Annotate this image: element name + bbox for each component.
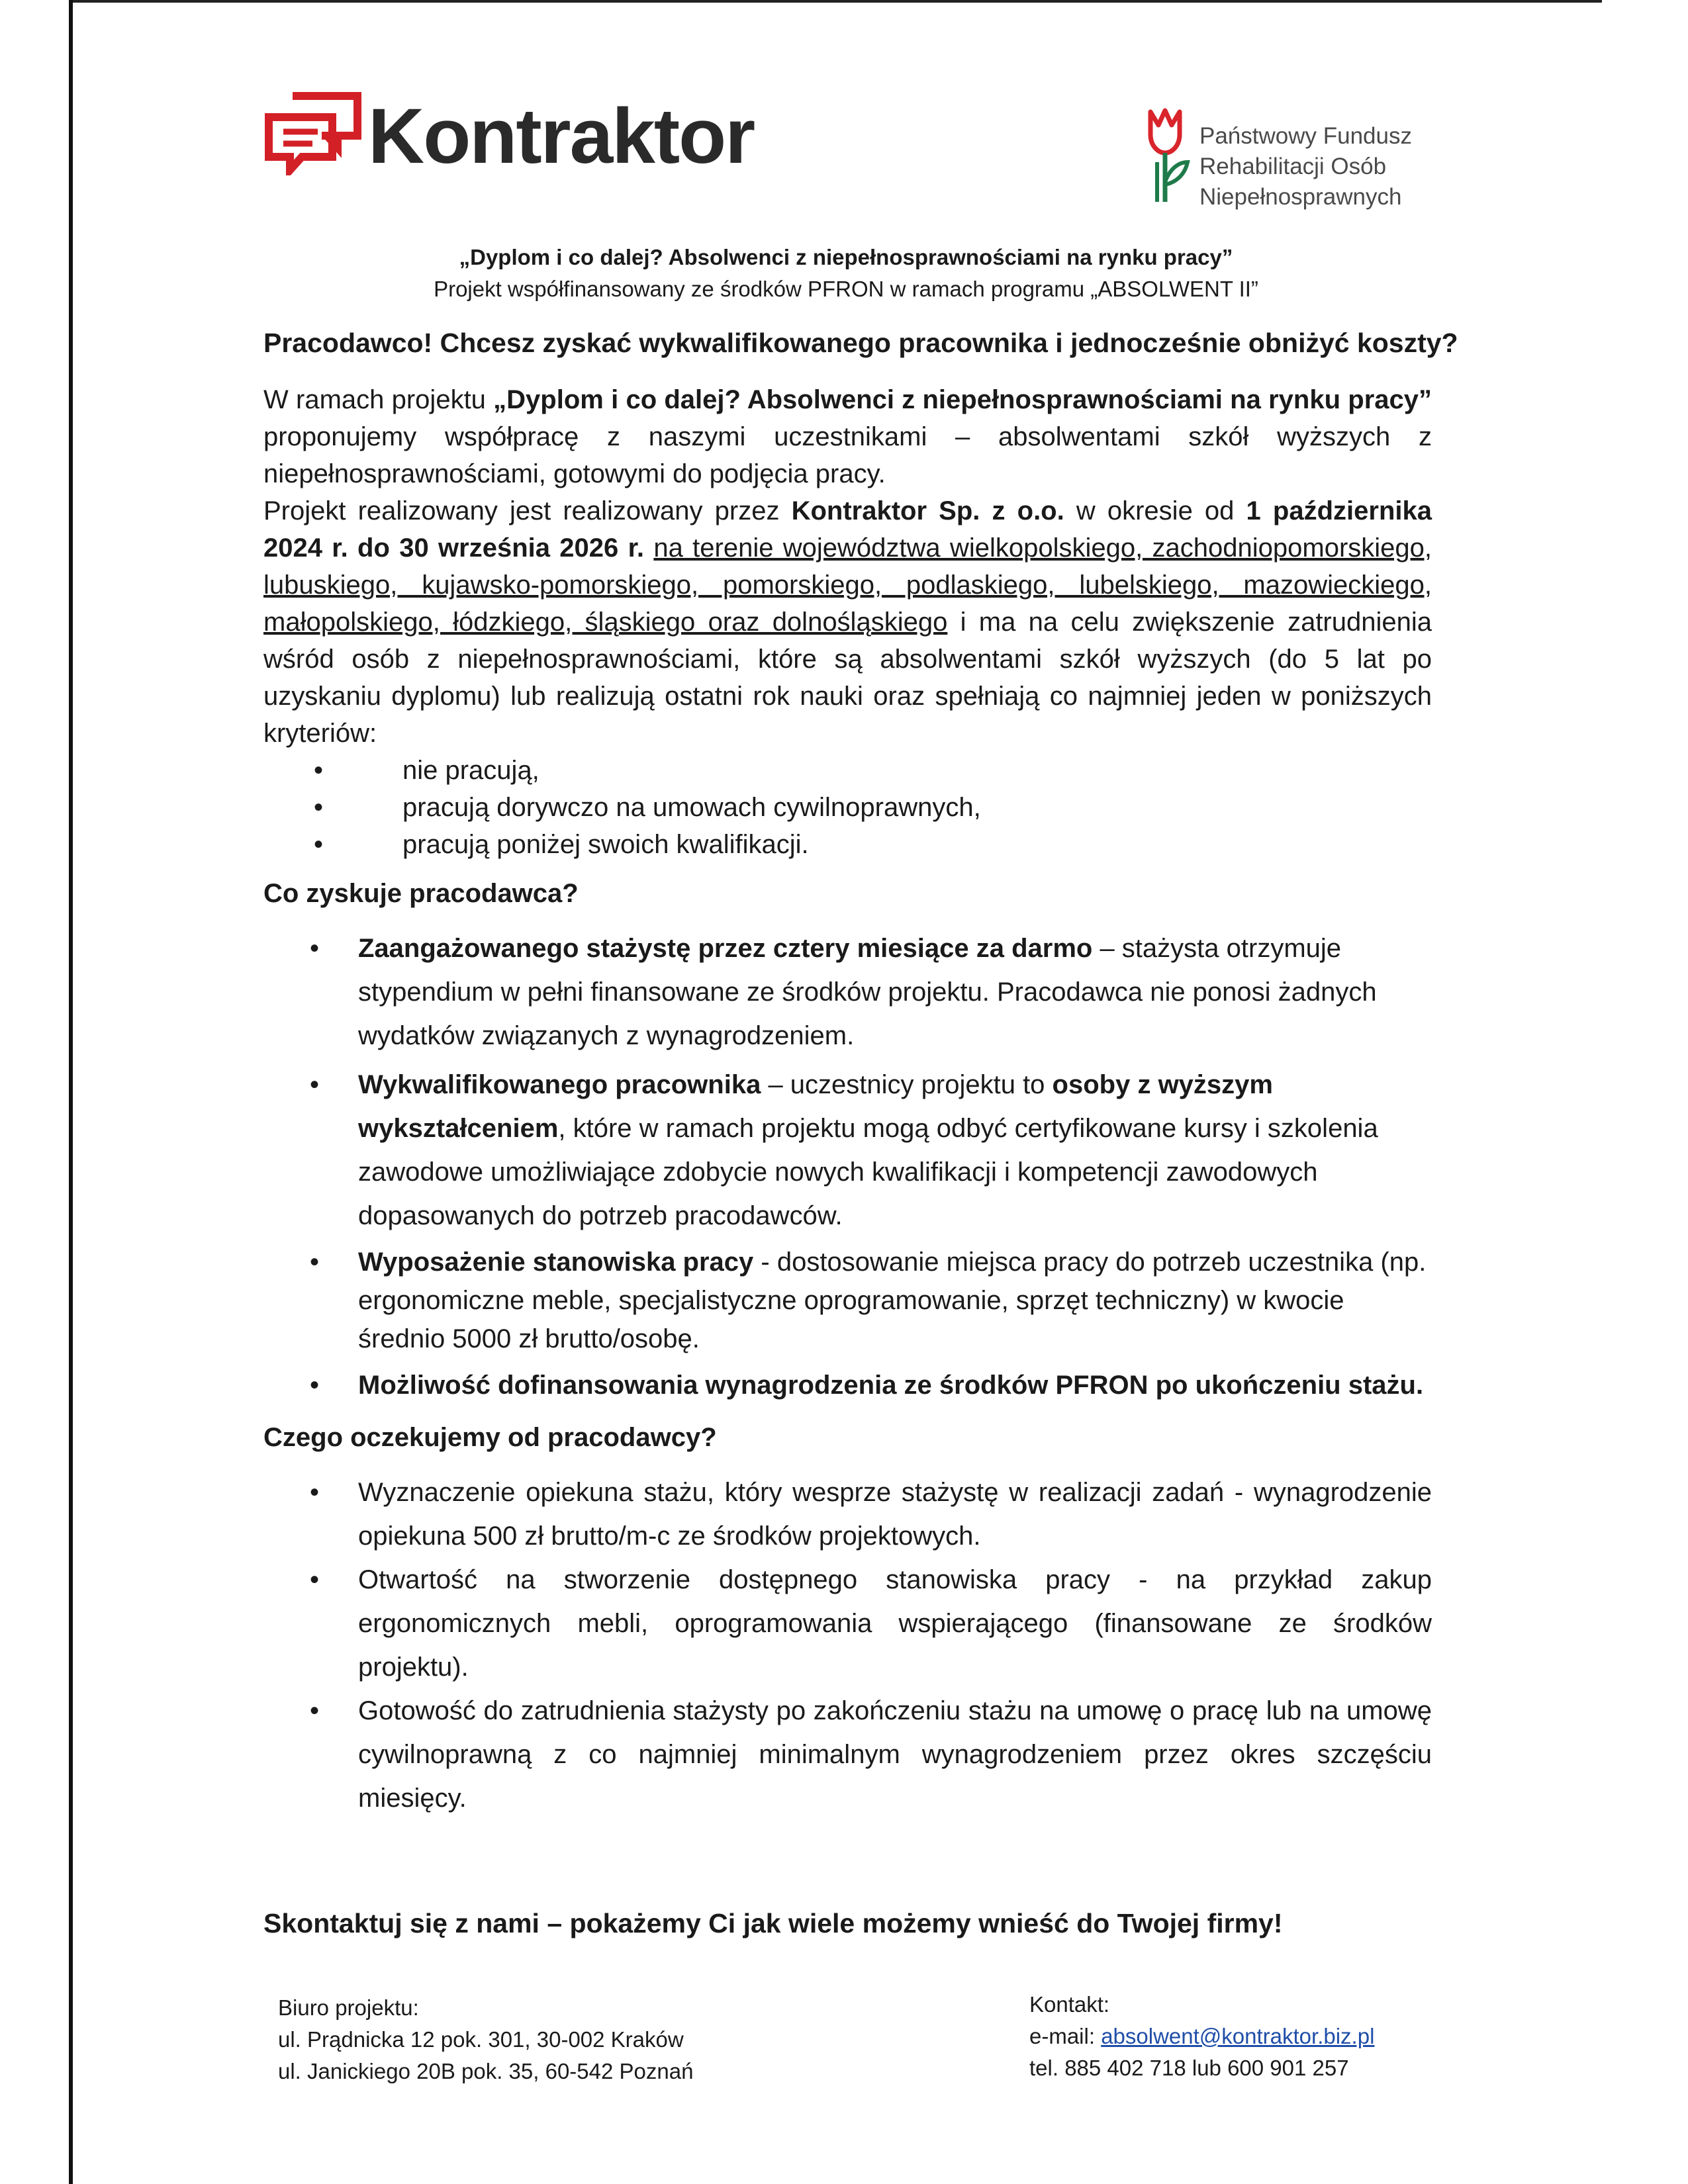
expectations-heading: Czego oczekujemy od pracodawcy? xyxy=(263,1423,717,1452)
office-address-poznan: ul. Janickiego 20B pok. 35, 60-542 Poznań xyxy=(278,2059,694,2083)
p2-regions: na terenie województwa wielkopolskiego, zachodniopomorskiego, lubuskiego, kujawsko-pomorskiego, pomorskiego, podlaskiego, lubelskiego, mazowieckiego, małopolskiego, łódzkiego, śląskiego oraz dolnośląskiego xyxy=(263,533,1432,637)
project-intro xyxy=(263,242,1429,305)
list-item xyxy=(263,927,1432,1058)
document-body xyxy=(263,324,1458,1820)
implementation-paragraph xyxy=(263,492,1432,752)
benefit-3-text: - dostosowanie miejsca pracy do potrzeb uczestnika (np. ergonomiczne meble, specjalistyczne oprogramowanie, sprzęt techniczny) w kwocie średnio 5000 zł brutto/osobę. xyxy=(358,1248,1427,1353)
list-item: • Wyznaczenie opiekuna stażu, który wesprze stażystę w realizacji zadań - wynagrodzenie opiekuna 500 zł brutto/m-c ze środków projektowych. xyxy=(263,1471,1432,1558)
p2-text-g: i ma na celu zwiększenie zatrudnienia wśród osób z niepełnosprawnościami, które są absolwentami szkół wyższych (do 5 lat po uzyskaniu dyplomu) lub realizują ostatni rok nauki oraz spełniają co najmniej jeden w poniższych kryteriów: xyxy=(263,608,1432,748)
p2-period: 1 października 2024 r. do 30 września 2026 r. xyxy=(263,496,1432,563)
project-title: „Dyplom i co dalej? Absolwenci z niepełnosprawnościami na rynku pracy” xyxy=(459,245,1233,269)
p2-text-c: w okresie od xyxy=(1064,496,1246,525)
scan-edge-top xyxy=(73,0,1602,3)
contact-info xyxy=(1029,1989,1374,2084)
pfron-name xyxy=(1199,121,1412,212)
pfron-line-2: Rehabilitacji Osób xyxy=(1199,154,1387,179)
scan-edge-left xyxy=(69,0,73,2184)
list-item xyxy=(263,1063,1432,1238)
project-paragraph xyxy=(263,381,1432,492)
phone-line: tel. 885 402 718 lub 600 901 257 xyxy=(1029,2056,1349,2080)
benefit-4-bold: Możliwość dofinansowania wynagrodzenia ze środków PFRON po ukończeniu stażu. xyxy=(358,1371,1424,1400)
list-item: • pracują poniżej swoich kwalifikacji. xyxy=(263,826,1432,863)
email-prefix: e-mail: xyxy=(1029,2024,1102,2048)
p1-text-a: W ramach projektu xyxy=(263,385,494,414)
kontraktor-wordmark: Kontraktor xyxy=(368,93,755,180)
tulip-icon xyxy=(1139,103,1192,208)
list-item: • Otwartość na stworzenie dostępnego stanowiska pracy - na przykład zakup ergonomicznych mebli, oprogramowania wspierającego (finansowane ze środków projektu). xyxy=(263,1558,1432,1689)
p1-text-c: proponujemy współpracę z naszymi uczestnikami – absolwentami szkół wyższych z niepełnosprawnościami, gotowymi do podjęcia pracy. xyxy=(263,422,1432,488)
speech-bubbles-icon xyxy=(263,89,363,175)
document-header xyxy=(263,89,1429,222)
benefits-list xyxy=(263,927,1432,1407)
contact-label: Kontakt: xyxy=(1029,1992,1110,2017)
criteria-list xyxy=(263,752,1432,863)
kontraktor-logo xyxy=(263,89,755,180)
p2-company: Kontraktor Sp. z o.o. xyxy=(791,496,1064,525)
benefit-2-bold-2: osoby z wyższym wykształceniem xyxy=(358,1070,1273,1143)
list-item xyxy=(263,1243,1432,1358)
email-line xyxy=(1029,2021,1374,2052)
call-to-action: Skontaktuj się z nami – pokażemy Ci jak wiele możemy wnieść do Twojej firmy! xyxy=(263,1908,1283,1938)
benefit-1-bold: Zaangażowanego stażystę przez cztery miesiące za darmo xyxy=(358,934,1093,963)
p2-space xyxy=(644,533,653,563)
lead-question: Pracodawco! Chcesz zyskać wykwalifikowanego pracownika i jednocześnie obniżyć koszty? xyxy=(263,328,1458,358)
benefit-2-text-1: – uczestnicy projektu to xyxy=(761,1070,1053,1099)
benefit-3-bold: Wyposażenie stanowiska pracy xyxy=(358,1248,754,1277)
benefits-heading: Co zyskuje pracodawca? xyxy=(263,879,579,908)
benefit-2-bold-1: Wykwalifikowanego pracownika xyxy=(358,1070,761,1099)
benefit-1-text: – stażysta otrzymuje stypendium w pełni finansowane ze środków projektu. Pracodawca nie ponosi żadnych wydatków związanych z wynagrodzeniem. xyxy=(358,934,1377,1050)
cofinance-line: Projekt współfinansowany ze środków PFRON w ramach programu „ABSOLWENT II” xyxy=(434,277,1258,301)
list-item: • pracują dorywczo na umowach cywilnoprawnych, xyxy=(263,789,1432,826)
list-item xyxy=(263,1363,1432,1407)
benefit-2-text-2: , które w ramach projektu mogą odbyć certyfikowane kursy i szkolenia zawodowe umożliwiające zdobycie nowych kwalifikacji i kompetencji zawodowych dopasowanych do potrzeb pracodawców. xyxy=(358,1114,1378,1230)
pfron-logo xyxy=(1139,103,1412,212)
p1-project-name: „Dyplom i co dalej? Absolwenci z niepełnosprawnościami na rynku pracy” xyxy=(493,385,1432,414)
pfron-line-1: Państwowy Fundusz xyxy=(1199,123,1412,149)
list-item: • Gotowość do zatrudnienia stażysty po zakończeniu stażu na umowę o pracę lub na umowę cywilnoprawną z co najmniej minimalnym wynagrodzeniem przez okres szczęściu miesięcy. xyxy=(263,1689,1432,1820)
office-label: Biuro projektu: xyxy=(278,1995,419,2020)
expectations-list xyxy=(263,1471,1432,1820)
list-item: • nie pracują, xyxy=(263,752,1432,789)
pfron-line-3: Niepełnosprawnych xyxy=(1199,184,1402,210)
email-link[interactable]: absolwent@kontraktor.biz.pl xyxy=(1101,2024,1375,2048)
project-office xyxy=(278,1992,693,2087)
office-address-krakow: ul. Prądnicka 12 pok. 301, 30-002 Kraków xyxy=(278,2027,684,2052)
p2-text-a: Projekt realizowany jest realizowany przez xyxy=(263,496,792,525)
